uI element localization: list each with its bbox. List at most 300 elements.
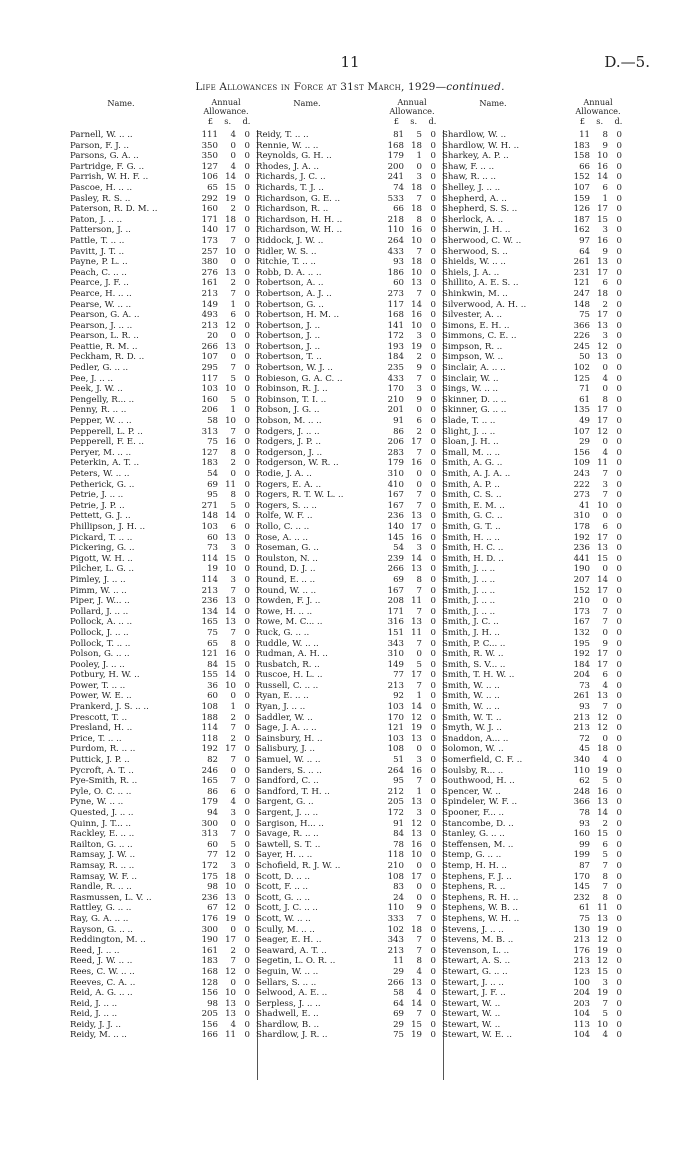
pounds-value: 343	[387, 638, 404, 649]
pence-value: 0	[430, 712, 436, 723]
pounds-value: 158	[573, 151, 590, 162]
pounds-value: 266	[201, 341, 218, 352]
table-row	[442, 268, 630, 279]
allowee-name: Pollock, J. .. ..	[70, 627, 129, 638]
allowance-value	[376, 586, 436, 597]
pounds-value: 333	[387, 913, 404, 924]
table-row	[70, 395, 258, 406]
allowee-name: Pearse, W. .. ..	[70, 299, 132, 310]
table-row	[256, 681, 444, 692]
allowance-value	[190, 469, 250, 480]
pence-value: 0	[616, 892, 622, 903]
table-row	[70, 384, 258, 395]
table-row	[256, 141, 444, 152]
pounds-value: 60	[393, 278, 404, 289]
pence-value: 0	[430, 596, 436, 607]
pence-value: 0	[430, 670, 436, 681]
allowance-value	[190, 681, 250, 692]
shillings-value: 16	[411, 225, 422, 236]
table-row	[70, 427, 258, 438]
allowee-name: Scott, D. .. ..	[256, 871, 310, 882]
allowance-value	[562, 543, 622, 554]
table-row	[442, 162, 630, 173]
allowee-name: Robertson, J. ..	[256, 341, 321, 352]
shillings-value: 12	[225, 903, 236, 914]
pounds-value: 104	[573, 1030, 590, 1041]
allowance-value	[190, 501, 250, 512]
pence-value: 0	[616, 331, 622, 342]
allowance-value	[562, 988, 622, 999]
table-row	[70, 554, 258, 565]
table-row	[256, 702, 444, 713]
pounds-value: 60	[207, 691, 218, 702]
allowee-name: Sandford, C. ..	[256, 776, 319, 787]
allowance-value	[376, 300, 436, 311]
pence-value: 0	[616, 447, 622, 458]
pence-value: 0	[616, 532, 622, 543]
pence-value: 0	[430, 935, 436, 946]
pounds-value: 295	[201, 363, 218, 374]
shillings-value: 2	[230, 712, 236, 723]
pounds-value: 121	[201, 649, 218, 660]
pounds-value: 208	[387, 596, 404, 607]
allowance-value	[562, 649, 622, 660]
pounds-value: 29	[393, 1019, 404, 1030]
allowee-name: Stewart, A. S. ..	[442, 956, 511, 967]
allowee-name: Ritchie, T. .. ..	[256, 257, 316, 268]
allowance-value	[376, 691, 436, 702]
pence-value: 0	[244, 235, 250, 246]
pence-value: 0	[430, 447, 436, 458]
table-row	[442, 1009, 630, 1020]
allowance-value	[190, 300, 250, 311]
shillings-value: 7	[230, 829, 236, 840]
pence-value: 0	[616, 913, 622, 924]
allowance-value	[376, 395, 436, 406]
allowance-value	[190, 141, 250, 152]
shillings-value: 13	[411, 797, 422, 808]
allowance-value	[190, 713, 250, 724]
pounds-value: 213	[201, 320, 218, 331]
shillings-value: 1	[230, 405, 236, 416]
pounds-value: 236	[201, 892, 218, 903]
pence-value: 0	[430, 966, 436, 977]
shillings-value: 18	[225, 871, 236, 882]
shillings-value: 4	[230, 130, 236, 140]
allowee-name: Stevenson, L. ..	[442, 945, 510, 956]
allowance-value	[562, 872, 622, 883]
name-header: Name.	[293, 98, 321, 108]
allowance-value	[562, 819, 622, 830]
shillings-value: 14	[411, 998, 422, 1009]
pence-value: 0	[244, 246, 250, 257]
shillings-value: 7	[416, 585, 422, 596]
pounds-value: 61	[579, 394, 590, 405]
shillings-value: 14	[411, 299, 422, 310]
allowance-value	[376, 1009, 436, 1020]
shillings-value: 16	[225, 649, 236, 660]
pence-value: 0	[244, 204, 250, 215]
allowee-name: Ramsay, J. W. ..	[70, 850, 136, 861]
table-row	[442, 575, 630, 586]
pounds-value: 36	[207, 680, 218, 691]
pounds-value: 271	[201, 500, 218, 511]
table-row	[256, 437, 444, 448]
pence-value: 0	[430, 416, 436, 427]
pounds-value: 95	[207, 490, 218, 501]
allowee-name: Pavitt, J. T. ..	[70, 246, 125, 257]
allowance-value	[190, 363, 250, 374]
pounds-value: 86	[207, 786, 218, 797]
pence-value: 0	[616, 956, 622, 967]
shillings-value: 7	[602, 617, 608, 628]
shillings-value: 11	[597, 458, 608, 469]
shillings-value: 5	[602, 1009, 608, 1020]
shillings-value: 0	[230, 151, 236, 162]
allowee-name: Reddington, M. ..	[70, 935, 146, 946]
pence-value: 0	[616, 935, 622, 946]
pounds-value: 178	[573, 521, 590, 532]
table-row	[442, 628, 630, 639]
pence-value: 0	[616, 723, 622, 734]
pence-value: 0	[430, 882, 436, 893]
shillings-value: 7	[230, 426, 236, 437]
pounds-value: 77	[393, 670, 404, 681]
pounds-value: 152	[573, 585, 590, 596]
pence-value: 0	[244, 850, 250, 861]
table-row	[256, 850, 444, 861]
shillings-value: 2	[230, 458, 236, 469]
pence-value: 0	[430, 352, 436, 363]
table-row	[442, 808, 630, 819]
table-row	[256, 522, 444, 533]
pounds-value: 350	[201, 151, 218, 162]
table-row	[70, 808, 258, 819]
allowee-name: Ryan, J. .. ..	[256, 702, 306, 713]
allowance-value	[376, 617, 436, 628]
pence-value: 0	[616, 733, 622, 744]
allowee-name: Pearce, J. F. ..	[70, 278, 129, 289]
allowance-value	[190, 458, 250, 469]
pounds-value: 162	[573, 225, 590, 236]
allowee-name: Peek, J. W. ..	[70, 384, 123, 395]
table-column	[256, 98, 444, 1080]
allowance-value	[190, 448, 250, 459]
pence-value: 0	[616, 945, 622, 956]
shillings-value: 9	[602, 246, 608, 257]
table-row	[256, 617, 444, 628]
shillings-value: 3	[230, 543, 236, 554]
shillings-value: 0	[602, 363, 608, 374]
shillings-value: 16	[411, 839, 422, 850]
allowee-name: Seguin, W. .. ..	[256, 966, 319, 977]
allowee-name: Peterkin, A. T. ..	[70, 458, 140, 469]
allowance-value	[562, 141, 622, 152]
pounds-value: 86	[393, 426, 404, 437]
allowance-value	[376, 903, 436, 914]
allowance-value	[562, 882, 622, 893]
shillings-value: 10	[597, 500, 608, 511]
pounds-value: 261	[573, 257, 590, 268]
table-row	[256, 448, 444, 459]
allowee-name: Robertson, G. ..	[256, 299, 324, 310]
pence-value: 0	[616, 988, 622, 999]
allowee-name: Scott, J. C. .. ..	[256, 903, 318, 914]
table-row	[442, 978, 630, 989]
table-row	[256, 988, 444, 999]
allowance-value	[562, 310, 622, 321]
pence-value: 0	[616, 776, 622, 787]
shillings-value: 13	[597, 797, 608, 808]
shillings-value: 0	[230, 765, 236, 776]
pounds-value: 493	[201, 310, 218, 321]
allowee-name: Piper, J. W... ..	[70, 596, 130, 607]
allowee-name: Robieson, G. A. C. ..	[256, 373, 343, 384]
shillings-value: 12	[597, 935, 608, 946]
allowee-name: Smith, H. D. ..	[442, 553, 504, 564]
table-row	[442, 702, 630, 713]
page-code: D.—5.	[604, 53, 650, 71]
table-row	[256, 247, 444, 258]
table-row	[442, 416, 630, 427]
pence-value: 0	[244, 172, 250, 183]
shillings-value: 17	[597, 204, 608, 215]
allowance-value	[190, 1020, 250, 1031]
currency-header	[196, 116, 256, 126]
allowance-value	[376, 946, 436, 957]
shillings-value: 5	[416, 130, 422, 140]
table-row	[442, 1030, 630, 1041]
pounds-value: 433	[387, 246, 404, 257]
allowance-value	[376, 850, 436, 861]
allowee-name: Pasley, R. S. ..	[70, 193, 131, 204]
pounds-value: 109	[573, 458, 590, 469]
pounds-value: 91	[393, 818, 404, 829]
pounds-value: 66	[393, 204, 404, 215]
pence-value: 0	[244, 1009, 250, 1020]
shillings-value: 14	[411, 702, 422, 713]
allowance-value	[376, 501, 436, 512]
shillings-value: 15	[225, 553, 236, 564]
allowance-value	[190, 946, 250, 957]
shillings-value: 7	[416, 500, 422, 511]
allowance-value	[376, 141, 436, 152]
table-row	[442, 935, 630, 946]
pounds-value: 50	[579, 352, 590, 363]
pounds-header: £	[207, 116, 213, 126]
pounds-value: 73	[207, 543, 218, 554]
table-row	[256, 596, 444, 607]
pounds-value: 160	[201, 394, 218, 405]
pounds-value: 246	[201, 765, 218, 776]
shillings-value: 13	[225, 596, 236, 607]
table-row	[256, 660, 444, 671]
shillings-value: 8	[230, 490, 236, 501]
pence-value: 0	[244, 479, 250, 490]
shillings-value: 8	[602, 871, 608, 882]
allowance-value	[562, 1030, 622, 1041]
pounds-value: 231	[573, 267, 590, 278]
pence-value: 0	[430, 278, 436, 289]
allowance-value	[376, 352, 436, 363]
allowee-name: Power, T. .. ..	[70, 680, 126, 691]
pence-value: 0	[616, 352, 622, 363]
allowee-name: Rose, A. .. ..	[256, 532, 308, 543]
pence-value: 0	[244, 691, 250, 702]
shillings-value: 17	[225, 935, 236, 946]
pounds-value: 29	[579, 437, 590, 448]
allowee-name: Rackley, E. .. ..	[70, 829, 135, 840]
pence-value: 0	[244, 564, 250, 575]
allowance-value	[562, 247, 622, 258]
pounds-value: 60	[207, 839, 218, 850]
pence-value: 0	[244, 405, 250, 416]
allowee-name: Smith, H. .. ..	[442, 532, 500, 543]
allowee-name: Stephens, W. H. ..	[442, 913, 520, 924]
allowance-value	[376, 405, 436, 416]
allowance-value	[376, 480, 436, 491]
pence-value: 0	[616, 574, 622, 585]
table-row	[442, 490, 630, 501]
allowee-name: Smith, P. C... ..	[442, 638, 506, 649]
column-rows	[70, 130, 258, 1041]
shillings-value: 9	[416, 903, 422, 914]
allowee-name: Smith, W. .. ..	[442, 691, 500, 702]
pounds-value: 173	[573, 606, 590, 617]
pence-value: 0	[616, 702, 622, 713]
allowance-value	[190, 1009, 250, 1020]
table-row	[442, 946, 630, 957]
table-row	[70, 130, 258, 141]
allowance-value	[190, 617, 250, 628]
table-row	[256, 829, 444, 840]
pounds-value: 78	[393, 839, 404, 850]
pence-value: 0	[616, 246, 622, 257]
allowee-name: Pee, J. .. ..	[70, 373, 113, 384]
table-row	[442, 543, 630, 554]
allowee-name: Pyne, W. .. ..	[70, 797, 124, 808]
pence-value: 0	[430, 543, 436, 554]
allowee-name: Pascoe, H. .. ..	[70, 182, 133, 193]
pounds-value: 300	[201, 818, 218, 829]
pence-value: 0	[244, 1030, 250, 1041]
pence-value: 0	[616, 299, 622, 310]
table-row	[70, 628, 258, 639]
allowee-name: Rayson, G. .. ..	[70, 924, 133, 935]
table-row	[70, 999, 258, 1010]
shillings-value: 8	[416, 956, 422, 967]
shillings-value: 12	[225, 966, 236, 977]
shillings-value: 12	[225, 850, 236, 861]
allowee-name: Rogers, R. T. W. L. ..	[256, 490, 344, 501]
shillings-value: 18	[597, 744, 608, 755]
column-header	[256, 98, 444, 130]
pence-value: 0	[430, 469, 436, 479]
pounds-header: £	[393, 116, 399, 126]
allowance-value	[376, 766, 436, 777]
table-row	[70, 681, 258, 692]
allowance-value	[562, 204, 622, 215]
allowee-name: Rogers, E. A. ..	[256, 479, 322, 490]
table-row	[70, 247, 258, 258]
allowee-name: Sayer, H. .. ..	[256, 850, 313, 861]
allowee-name: Paterson, R. D. M. ..	[70, 204, 158, 215]
allowee-name: Robinson, T. I. ..	[256, 394, 327, 405]
allowance-value	[562, 744, 622, 755]
allowee-name: Sloan, J. H. ..	[442, 437, 499, 448]
allowee-name: Stephens, W. B. ..	[442, 903, 518, 914]
shillings-value: 0	[416, 161, 422, 172]
shillings-value: 7	[602, 882, 608, 893]
allowee-name: Reid, J. .. ..	[70, 1009, 118, 1020]
pence-value: 0	[430, 225, 436, 236]
pence-value: 0	[244, 839, 250, 850]
allowee-name: Somerfield, C. F. ..	[442, 755, 523, 766]
allowee-name: Prankerd, J. S. .. ..	[70, 702, 149, 713]
pounds-value: 213	[387, 680, 404, 691]
shillings-value: 16	[597, 235, 608, 246]
shillings-value: 3	[416, 808, 422, 818]
table-row	[256, 935, 444, 946]
table-row	[442, 586, 630, 597]
pence-value: 0	[430, 553, 436, 564]
allowee-name: Robertson, A. ..	[256, 278, 324, 289]
allowee-name: Sinclair, A. .. ..	[442, 363, 506, 374]
allowance-value	[376, 564, 436, 575]
pence-value: 0	[616, 140, 622, 151]
pounds-value: 172	[387, 808, 404, 818]
allowee-name: Sargent, G. ..	[256, 797, 314, 808]
table-row	[256, 776, 444, 787]
table-row	[442, 172, 630, 183]
shillings-value: 14	[225, 606, 236, 617]
allowance-value	[562, 236, 622, 247]
allowance-value	[376, 935, 436, 946]
allowee-name: Sargent, J. .. ..	[256, 808, 319, 818]
pounds-value: 72	[579, 733, 590, 744]
shillings-value: 7	[230, 288, 236, 299]
table-row	[442, 649, 630, 660]
table-row	[70, 766, 258, 777]
pounds-value: 179	[201, 797, 218, 808]
allowee-name: Reeves, C. A. ..	[70, 977, 136, 988]
pounds-value: 264	[387, 765, 404, 776]
table-row	[70, 755, 258, 766]
pence-value: 0	[244, 373, 250, 384]
table-row	[70, 543, 258, 554]
pence-value: 0	[430, 479, 436, 490]
allowance-value	[562, 395, 622, 406]
allowee-name: Steffensen, M. ..	[442, 839, 514, 850]
table-row	[70, 713, 258, 724]
allowee-name: Robertson, A. J. ..	[256, 288, 332, 299]
pounds-value: 78	[579, 808, 590, 818]
allowance-value	[562, 702, 622, 713]
allowance-value	[562, 893, 622, 904]
table-row	[256, 352, 444, 363]
shillings-value: 0	[602, 437, 608, 448]
shillings-value: 17	[225, 225, 236, 236]
allowance-value	[376, 374, 436, 385]
allowee-name: Simmons, C. E. ..	[442, 331, 517, 342]
table-row	[70, 649, 258, 660]
pence-value: 0	[430, 617, 436, 628]
pounds-value: 207	[573, 574, 590, 585]
pounds-value: 175	[201, 871, 218, 882]
allowance-value	[190, 840, 250, 851]
allowance-value	[562, 374, 622, 385]
allowance-value	[562, 469, 622, 480]
